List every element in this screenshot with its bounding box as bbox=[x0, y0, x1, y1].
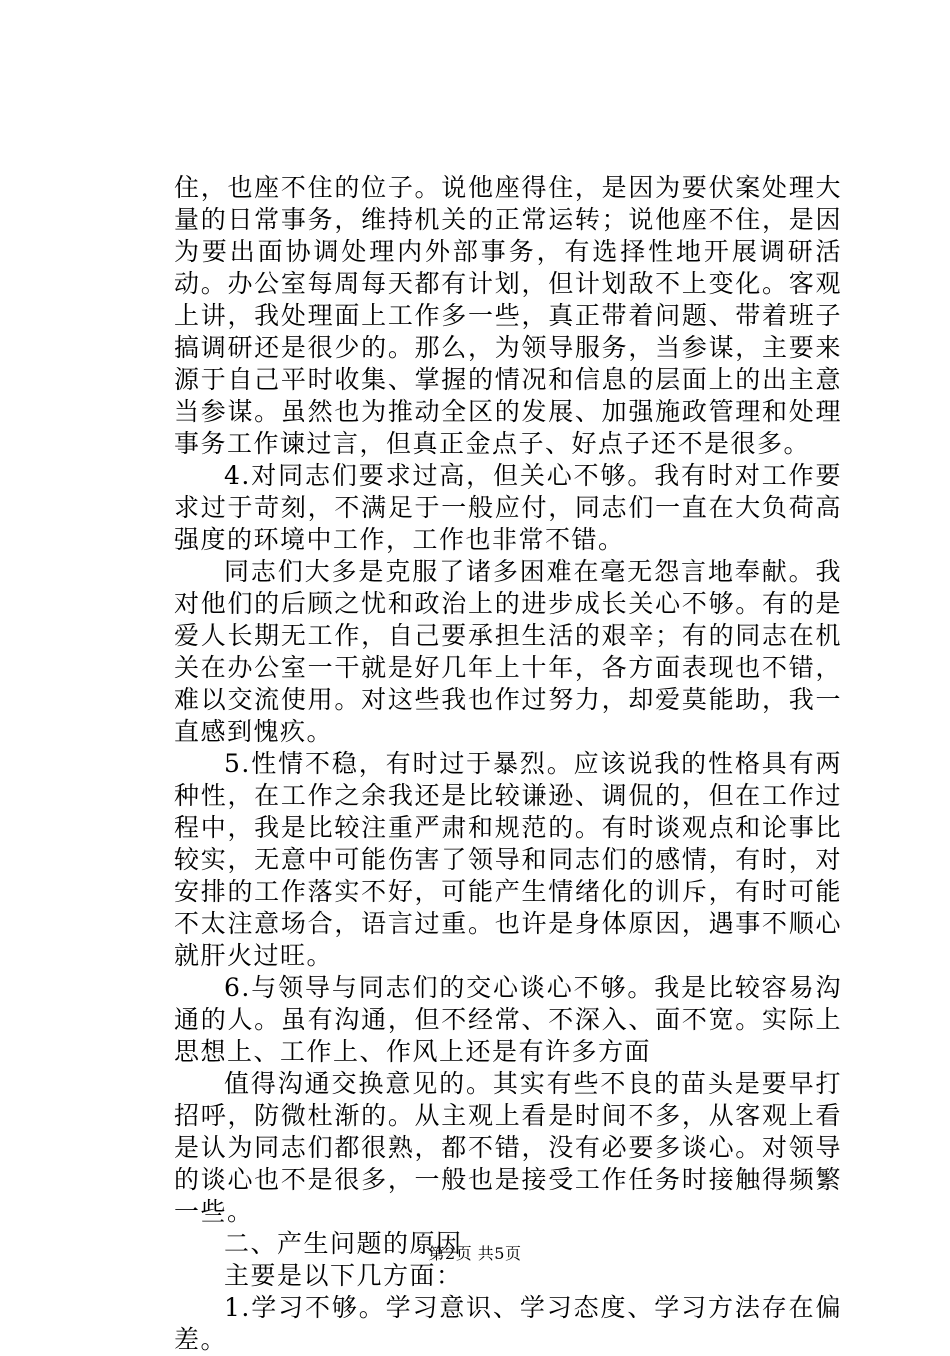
paragraph-item-4: 4.对同志们要求过高，但关心不够。我有时对工作要求过于苛刻，不满足于一般应付，同志们一直在大负荷高强度的环境中工作，工作也非常不错。 bbox=[174, 461, 842, 554]
body-text bbox=[174, 172, 842, 1356]
paragraph-communication: 值得沟通交换意见的。其实有些不良的苗头是要早打招呼，防微杜渐的。从主观上看是时间不多，从客观上看是认为同志们都很熟，都不错，没有必要多谈心。对领导的谈心也不是很多，一般也是接受工作任务时接触得频繁一些。 bbox=[174, 1069, 842, 1226]
paragraph-item-5: 5.性情不稳，有时过于暴烈。应该说我的性格具有两种性，在工作之余我还是比较谦逊、调侃的，但在工作过程中，我是比较注重严肃和规范的。有时谈观点和论事比较实，无意中可能伤害了领导和同志们的感情，有时，对安排的工作落实不好，可能产生情绪化的训斥，有时可能不太注意场合，语言过重。也许是身体原因，遇事不顺心就肝火过旺。 bbox=[174, 749, 842, 970]
section-heading-causes: 二、产生问题的原因 bbox=[224, 1229, 463, 1258]
paragraph-item-6: 6.与领导与同志们的交心谈心不够。我是比较容易沟通的人。虽有沟通，但不经常、不深入、面不宽。实际上思想上、工作上、作风上还是有许多方面 bbox=[174, 973, 842, 1066]
paragraph-continuation: 住，也座不住的位子。说他座得住，是因为要伏案处理大量的日常事务，维持机关的正常运转；说他座不住，是因为要出面协调处理内外部事务，有选择性地开展调研活动。办公室每周每天都有计划，但计划敌不上变化。客观上讲，我处理面上工作多一些，真正带着问题、带着班子搞调研还是很少的。那么，为领导服务，当参谋，主要来源于自己平时收集、掌握的情况和信息的层面上的出主意当参谋。虽然也为推动全区的发展、加强施政管理和处理事务工作谏过言，但真正金点子、好点子还不是很多。 bbox=[174, 173, 842, 458]
paragraph-cause-1: 1.学习不够。学习意识、学习态度、学习方法存在偏差。 bbox=[174, 1293, 842, 1354]
paragraph-causes-intro: 主要是以下几方面： bbox=[224, 1261, 463, 1290]
page-number-footer: 第2页 共5页 bbox=[428, 1244, 522, 1263]
paragraph-colleagues: 同志们大多是克服了诸多困难在毫无怨言地奉献。我对他们的后顾之忧和政治上的进步成长关心不够。有的是爱人长期无工作，自己要承担生活的艰辛；有的同志在机关在办公室一干就是好几年上十年，各方面表现也不错，难以交流使用。对这些我也作过努力，却爱莫能助，我一直感到愧疚。 bbox=[174, 557, 842, 746]
